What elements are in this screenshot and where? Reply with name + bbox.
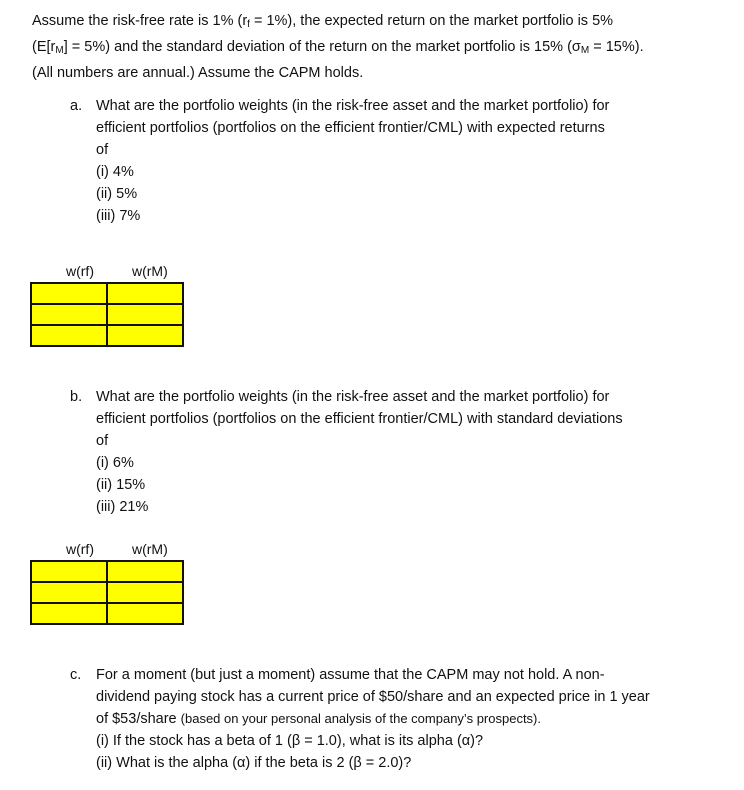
table-a-header-wrm: w(rM) [132, 263, 168, 279]
table-row [31, 325, 183, 346]
question-c [70, 664, 730, 774]
question-b-marker: b. [70, 389, 83, 405]
intro-line-2-end: = 15%). [589, 39, 644, 55]
intro-sub-m: M [55, 45, 64, 56]
answer-cell-wrm[interactable] [107, 582, 183, 603]
question-b-items [96, 452, 730, 518]
question-b-item: (iii) 21% [96, 499, 149, 515]
question-a [70, 95, 730, 227]
table-row [31, 561, 183, 582]
question-a-items [96, 161, 730, 227]
problem-intro [32, 10, 732, 84]
question-b-line-3: of [96, 433, 109, 449]
question-c-line-3-note: (based on your personal analysis of the company’s prospects). [180, 711, 541, 726]
answer-cell-wrf[interactable] [31, 561, 107, 582]
question-a-line-2: efficient portfolios (portfolios on the efficient frontier/CML) with expected returns [96, 120, 605, 136]
table-row [31, 304, 183, 325]
question-b [70, 386, 730, 518]
intro-line-2-text: (E[r [32, 39, 56, 55]
table-b-header-wrm: w(rM) [132, 541, 168, 557]
answer-cell-wrm[interactable] [107, 283, 183, 304]
answer-cell-wrf[interactable] [31, 304, 107, 325]
answer-cell-wrm[interactable] [107, 304, 183, 325]
question-c-line-1: For a moment (but just a moment) assume that the CAPM may not hold. A non- [96, 667, 605, 683]
intro-sub-m2: M [580, 45, 590, 56]
intro-line-2 [32, 36, 732, 62]
question-a-marker: a. [70, 98, 83, 114]
question-c-line-3-text: of $53/share [96, 711, 181, 727]
table-row [31, 603, 183, 624]
intro-line-1-rest: = 1%), the expected return on the market portfolio is 5% [249, 13, 614, 29]
answer-cell-wrm[interactable] [107, 561, 183, 582]
table-a-header-wrf: w(rf) [66, 263, 94, 279]
question-c-line-2: dividend paying stock has a current price of $50/share and an expected price in 1 year [96, 689, 650, 705]
question-b-line-1: What are the portfolio weights (in the risk-free asset and the market portfolio) for [96, 389, 610, 405]
question-b-line-2: efficient portfolios (portfolios on the efficient frontier/CML) with standard deviations [96, 411, 623, 427]
answer-cell-wrf[interactable] [31, 283, 107, 304]
intro-line-2-mid: ] = 5%) and the standard deviation of the return on the market portfolio is 15% (σ [63, 39, 581, 55]
table-b-header-wrf: w(rf) [66, 541, 94, 557]
intro-line-1 [32, 10, 732, 36]
question-a-item: (iii) 7% [96, 208, 141, 224]
question-a-line-3: of [96, 142, 109, 158]
intro-sub-f: f [247, 19, 250, 30]
intro-line-3: (All numbers are annual.) Assume the CAPM holds. [32, 65, 364, 81]
intro-line-1-text: Assume the risk-free rate is 1% (r [32, 13, 248, 29]
question-a-item: (ii) 5% [96, 186, 138, 202]
answer-cell-wrf[interactable] [31, 325, 107, 346]
question-c-line-3 [96, 708, 730, 730]
answer-cell-wrf[interactable] [31, 603, 107, 624]
answer-cell-wrf[interactable] [31, 582, 107, 603]
question-b-item: (i) 6% [96, 455, 134, 471]
question-a-line-1: What are the portfolio weights (in the risk-free asset and the market portfolio) for [96, 98, 610, 114]
question-c-marker: c. [70, 667, 82, 683]
table-row [31, 582, 183, 603]
question-c-line-4: (i) If the stock has a beta of 1 (β = 1.0), what is its alpha (α)? [96, 733, 484, 749]
question-b-item: (ii) 15% [96, 477, 146, 493]
table-row [31, 283, 183, 304]
answer-table-b [30, 560, 184, 625]
question-c-line-5: (ii) What is the alpha (α) if the beta is 2 (β = 2.0)? [96, 755, 412, 771]
question-a-item: (i) 4% [96, 164, 134, 180]
answer-cell-wrm[interactable] [107, 325, 183, 346]
answer-cell-wrm[interactable] [107, 603, 183, 624]
answer-table-a [30, 282, 184, 347]
